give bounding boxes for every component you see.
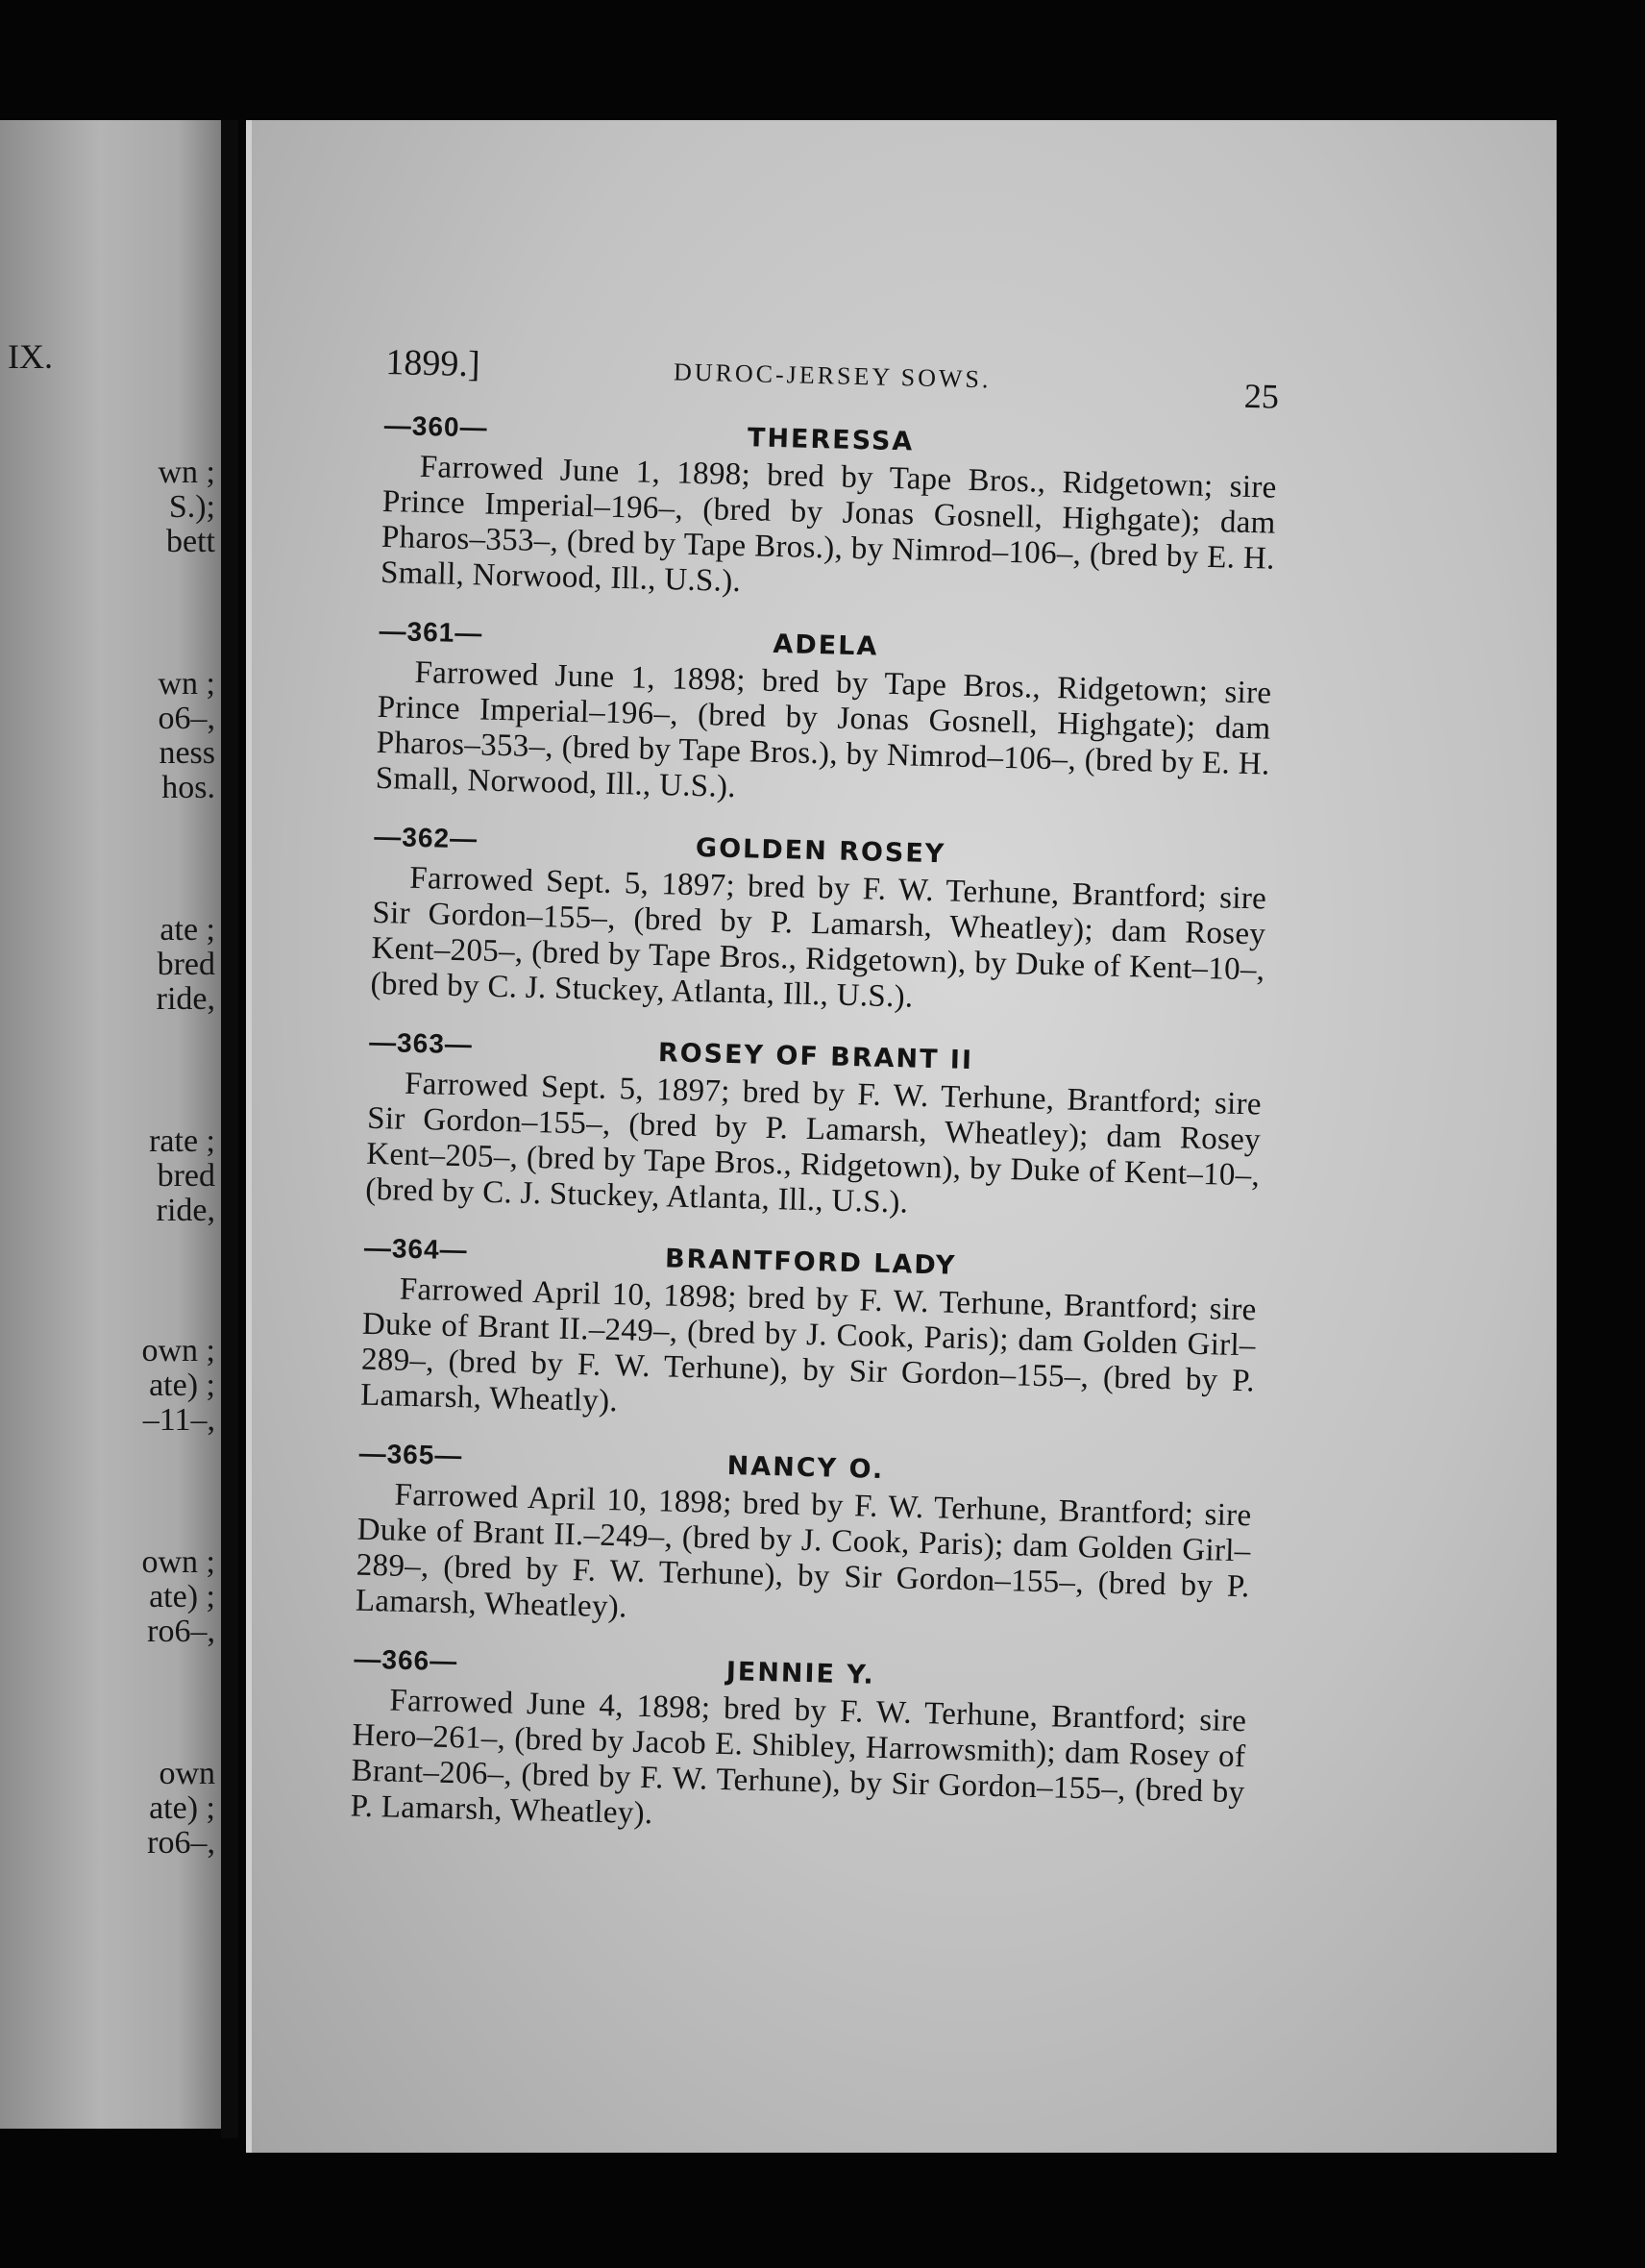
registry-entry: [370, 818, 1267, 1024]
entry-number: —362—: [374, 821, 479, 854]
entry-name: BRANTFORD LADY: [664, 1244, 957, 1281]
registry-entry: [350, 1640, 1247, 1847]
registry-entry: [381, 407, 1278, 613]
entry-name: NANCY O.: [726, 1451, 885, 1486]
left-page-fragment: ride,: [156, 1193, 215, 1228]
left-page-fragment: own: [159, 1756, 215, 1791]
left-page-edge: [0, 120, 223, 2129]
registry-entry: [360, 1229, 1258, 1436]
running-head-year: 1899.]: [384, 341, 481, 385]
entry-name: JENNIE Y.: [725, 1657, 876, 1690]
entry-text: Farrowed Sept. 5, 1897; bred by F. W. Terhune, Brantford; sire Sir Gordon–155–, (bred by P. Lamarsh, Wheatley); dam Rosey Kent–205–, (bred by Tape Bros., Ridgetown), by Duke of Kent–10–, (bred by C. J. Stuckey, Atlanta, Ill., U.S.).: [364, 1066, 1263, 1220]
left-page-fragment: bred: [157, 947, 215, 982]
left-page-fragment: own ;: [141, 1333, 215, 1368]
entry-number: —363—: [368, 1026, 474, 1060]
entry-text: Farrowed June 4, 1898; bred by F. W. Terhune, Brantford; sire Hero–261–, (bred by Jacob E. Shibley, Harrowsmith); dam Rosey of Brant–206–, (bred by F. W. Terhune), by Sir Gordon–155–, (bred by P. Lamarsh, Wheatley).: [350, 1683, 1247, 1832]
entry-text: Farrowed June 1, 1898; bred by Tape Bros., Ridgetown; sire Prince Imperial–196–, (bred by Jonas Gosnell, Highgate); dam Pharos–353–, (bred by Tape Bros.), by Nimrod–106–, (bred by E. H. Small, Norwood, Ill., U.S.).: [380, 449, 1277, 600]
left-page-fragment: ness: [159, 735, 215, 771]
entry-number: —361—: [379, 615, 483, 649]
page: [246, 120, 1557, 2153]
left-page-fragment: ate ;: [160, 912, 215, 948]
left-page-fragment: wn ;: [158, 455, 215, 490]
left-page-fragment: IX.: [8, 337, 53, 376]
entry-number: —364—: [363, 1232, 469, 1266]
entry-text: Farrowed June 1, 1898; bred by Tape Bros., Ridgetown; sire Prince Imperial–196–, (bred by Jonas Gosnell, Highgate); dam Pharos–353–, (bred by Tape Bros.), by Nimrod–106–, (bred by E. H. Small, Norwood, Ill., U.S.).: [375, 654, 1272, 805]
entry-number: —360—: [383, 409, 488, 443]
left-page-fragment: bett: [166, 524, 215, 559]
registry-entry: [365, 1023, 1263, 1230]
book-spine: [221, 120, 238, 2138]
running-head: [385, 341, 1280, 417]
left-page-fragment: hos.: [161, 770, 215, 805]
page-content: [350, 341, 1280, 1867]
entry-name: GOLDEN ROSEY: [695, 833, 946, 870]
left-page-fragment: –11–,: [142, 1402, 215, 1438]
left-page-fragment: wn ;: [158, 666, 215, 702]
left-page-fragment: ate) ;: [149, 1579, 215, 1615]
left-page-fragment: ride,: [156, 981, 215, 1017]
entry-number: —366—: [354, 1643, 458, 1677]
entry-text: Farrowed Sept. 5, 1897; bred by F. W. Terhune, Brantford; sire Sir Gordon–155–, (bred by P. Lamarsh, Wheatley); dam Rosey Kent–205–, (bred by Tape Bros., Ridgetown), by Duke of Kent–10–, (bred by C. J. Stuckey, Atlanta, Ill., U.S.).: [370, 860, 1267, 1015]
left-page-fragment: o6–,: [158, 701, 215, 736]
registry-entry: [375, 612, 1272, 819]
entry-name: THERESSA: [747, 423, 915, 457]
left-page-fragment: S.);: [168, 489, 215, 525]
entry-text: Farrowed April 10, 1898; bred by F. W. Terhune, Brantford; sire Duke of Brant II.–249–, (bred by J. Cook, Paris); dam Golden Girl–289–, (bred by F. W. Terhune), by Sir Gordon–155–, (bred by P. Lamarsh, Wheatley).: [355, 1477, 1252, 1625]
running-head-title: DUROC-JERSEY SOWS.: [673, 357, 992, 394]
entry-text: Farrowed April 10, 1898; bred by F. W. Terhune, Brantford; sire Duke of Brant II.–249–, (bred by J. Cook, Paris); dam Golden Girl–289–, (bred by F. W. Terhune), by Sir Gordon–155–, (bred by P. Lamarsh, Wheatly).: [359, 1271, 1258, 1419]
entry-name: ROSEY OF BRANT II: [657, 1038, 974, 1076]
left-page-fragment: bred: [157, 1158, 215, 1194]
entry-name: ADELA: [773, 629, 879, 662]
left-page-fragment: rate ;: [149, 1123, 215, 1159]
page-number: 25: [1243, 376, 1280, 416]
entry-number: —365—: [358, 1438, 463, 1471]
left-page-fragment: ro6–,: [147, 1614, 215, 1649]
left-page-fragment: ate) ;: [149, 1790, 215, 1826]
left-page-fragment: ro6–,: [147, 1825, 215, 1861]
left-page-fragment: own ;: [141, 1544, 215, 1580]
left-page-fragment: ate) ;: [149, 1368, 215, 1403]
registry-entry: [356, 1435, 1253, 1641]
